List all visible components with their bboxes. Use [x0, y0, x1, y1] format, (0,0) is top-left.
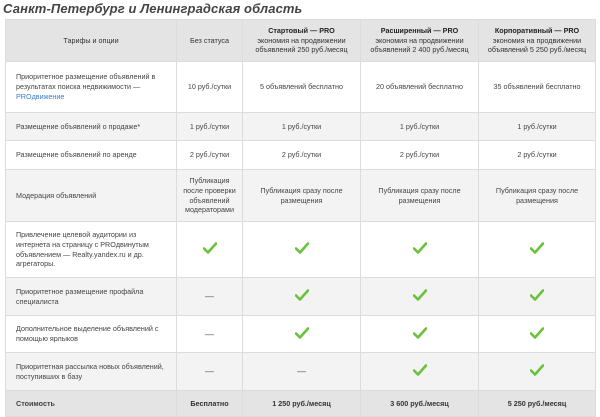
value-cell: 1 руб./сутки: [243, 113, 361, 141]
dash-cell: —: [177, 316, 243, 353]
table-footer-row: [6, 391, 596, 417]
prodvizhenie-link[interactable]: PROдвижение: [16, 91, 65, 101]
check-icon: [413, 242, 427, 254]
header-plan-extended: [361, 20, 479, 62]
header-plan-start: [243, 20, 361, 62]
check-cell: [243, 222, 361, 278]
check-icon: [413, 289, 427, 301]
check-cell: [479, 316, 596, 353]
value-cell: 2 руб./сутки: [243, 141, 361, 170]
price-cell: 5 250 руб./месяц: [479, 391, 596, 417]
plan-desc: экономия на продвижении объявлений 250 руб./месяц: [255, 35, 348, 55]
check-cell: [361, 278, 479, 316]
feature-cell: Размещение объявлений по аренде: [6, 141, 177, 170]
check-icon: [530, 364, 544, 376]
check-icon: [295, 327, 309, 339]
value-cell: 1 руб./сутки: [361, 113, 479, 141]
header-options: Тарифы и опции: [6, 20, 177, 62]
value-cell: Публикация сразу после размещения: [361, 170, 479, 222]
value-cell: 20 объявлений бесплатно: [361, 62, 479, 113]
check-cell: [243, 278, 361, 316]
feature-cell: Дополнительное выделение объявлений с помощью ярлыков: [6, 316, 177, 353]
dash-cell: —: [177, 353, 243, 391]
feature-cell: Модерация объявлений: [6, 170, 177, 222]
feature-cell: Приоритетное размещение профайла специалиста: [6, 278, 177, 316]
feature-text: Приоритетное размещение объявлений в результатах поиска недвижимости —: [16, 72, 156, 92]
table-row-specialist-profile: [6, 278, 596, 316]
check-cell: [479, 353, 596, 391]
table-row-sale-ads: [6, 113, 596, 141]
value-cell: 2 руб./сутки: [361, 141, 479, 170]
check-cell: [177, 222, 243, 278]
feature-cell: [6, 62, 177, 113]
plan-name: Стартовый — PRO: [268, 26, 335, 36]
plan-desc: экономия на продвижении объявлений 2 400 руб./месяц: [370, 35, 469, 55]
check-cell: [361, 316, 479, 353]
check-icon: [413, 327, 427, 339]
table-row-labels: [6, 316, 596, 353]
check-icon: [295, 242, 309, 254]
feature-cell: Привлечение целевой аудитории из интернета на страницу с PROдвинутым объявлением — Realty.yandex.ru и др. агрегаторы.: [6, 222, 177, 278]
value-cell: Публикация после проверки объявлений модераторами: [177, 170, 243, 222]
dash-cell: —: [177, 278, 243, 316]
price-cell: Бесплатно: [177, 391, 243, 417]
value-cell: Публикация сразу после размещения: [243, 170, 361, 222]
table-row-rent-ads: [6, 141, 596, 170]
check-icon: [530, 242, 544, 254]
check-cell: [243, 316, 361, 353]
check-cell: [479, 222, 596, 278]
check-icon: [530, 327, 544, 339]
value-cell: 5 объявлений бесплатно: [243, 62, 361, 113]
plan-desc: экономия на продвижении объявлений 5 250 руб./месяц: [487, 35, 587, 55]
check-icon: [413, 364, 427, 376]
check-icon: [530, 289, 544, 301]
table-row-target-audience: [6, 222, 596, 278]
value-cell: 1 руб./сутки: [177, 113, 243, 141]
value-cell: 1 руб./сутки: [479, 113, 596, 141]
price-label: Стоимость: [6, 391, 177, 417]
table-row-moderation: [6, 170, 596, 222]
feature-cell: Приоритетная рассылка новых объявлений, поступивших в базу: [6, 353, 177, 391]
table-header-row: [6, 20, 596, 62]
check-cell: [361, 353, 479, 391]
check-icon: [203, 242, 217, 254]
pricing-table: [5, 19, 596, 417]
check-icon: [295, 289, 309, 301]
header-plan-corporate: [479, 20, 596, 62]
feature-cell: Размещение объявлений о продаже*: [6, 113, 177, 141]
check-cell: [361, 222, 479, 278]
check-cell: [479, 278, 596, 316]
value-cell: 10 руб./сутки: [177, 62, 243, 113]
plan-name: Расширенный — PRO: [380, 26, 459, 36]
dash-cell: —: [243, 353, 361, 391]
page-title: Санкт-Петербург и Ленинградская область: [3, 1, 303, 16]
price-cell: 1 250 руб./месяц: [243, 391, 361, 417]
value-cell: 35 объявлений бесплатно: [479, 62, 596, 113]
price-cell: 3 600 руб./месяц: [361, 391, 479, 417]
table-row-priority-search: [6, 62, 596, 113]
header-no-status: Без статуса: [177, 20, 243, 62]
value-cell: Публикация сразу после размещения: [479, 170, 596, 222]
value-cell: 2 руб./сутки: [479, 141, 596, 170]
value-cell: 2 руб./сутки: [177, 141, 243, 170]
plan-name: Корпоративный — PRO: [494, 26, 580, 36]
table-row-mailing: [6, 353, 596, 391]
